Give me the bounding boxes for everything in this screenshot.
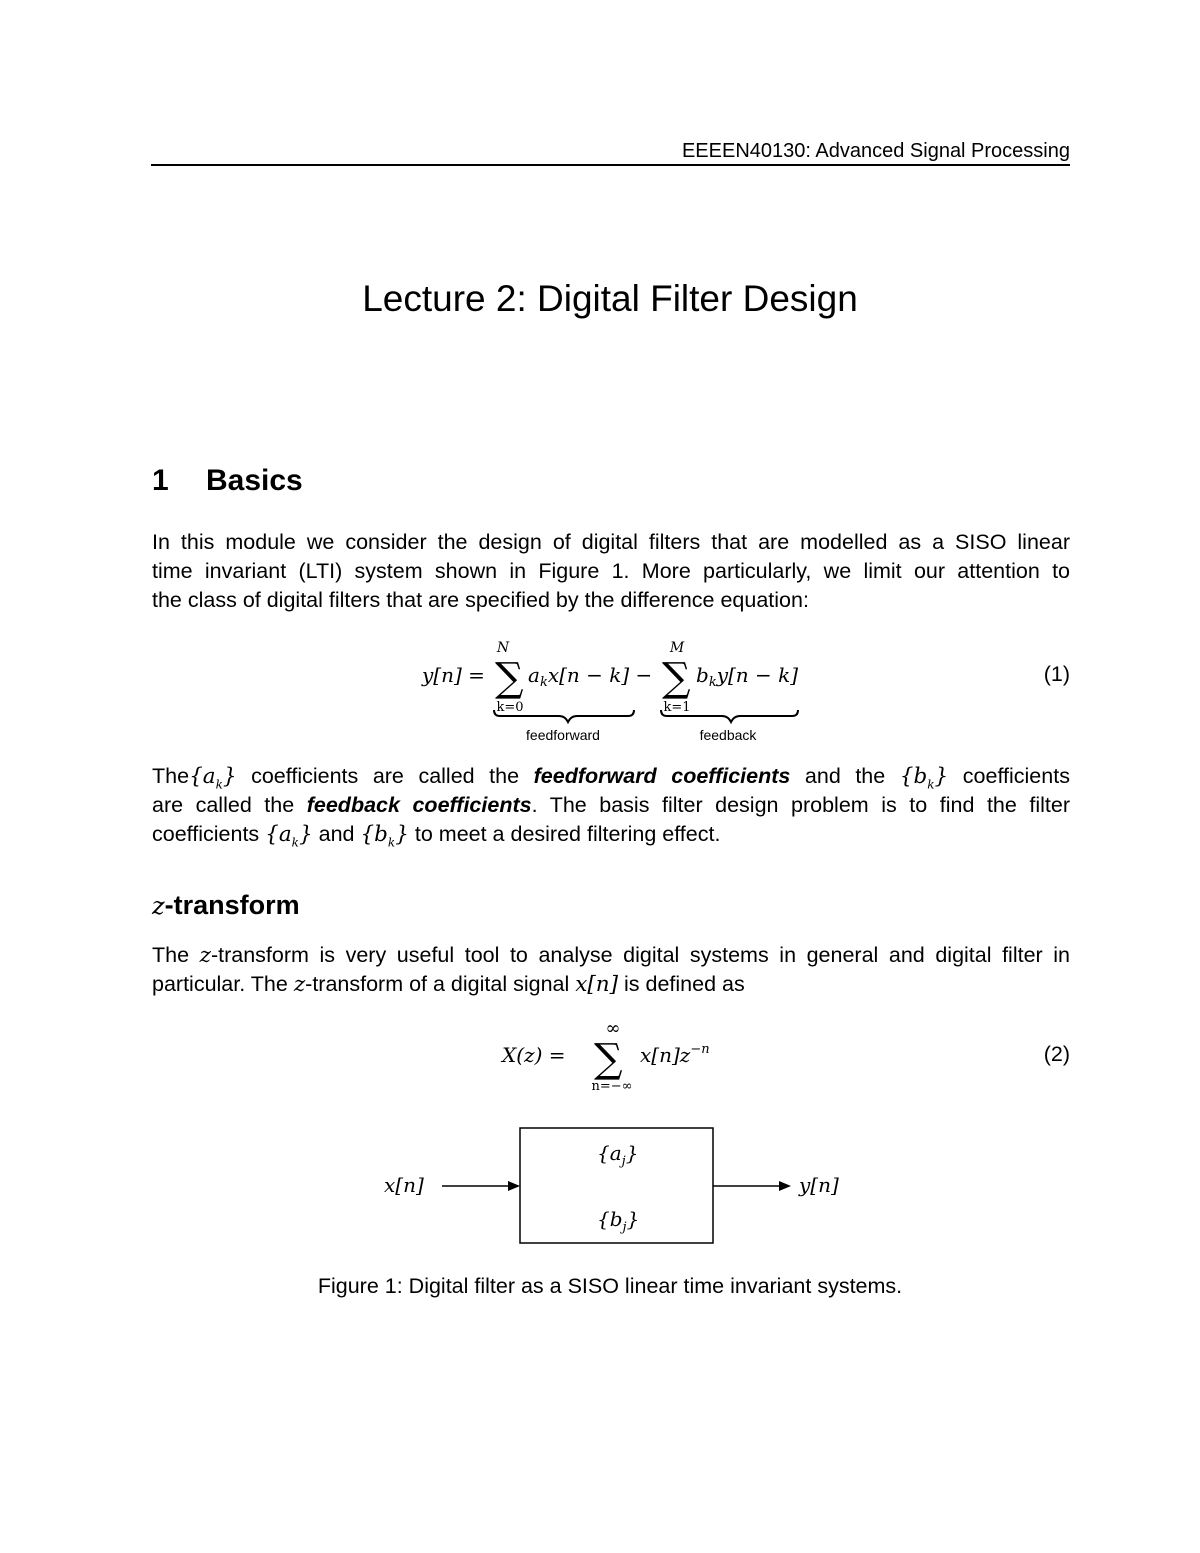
eq1-upper2: M (669, 640, 685, 656)
page-title: Lecture 2: Digital Filter Design (362, 278, 858, 319)
eq1-lower2: k=1 (663, 700, 691, 715)
sum-symbol: ∑ (594, 1036, 623, 1082)
text-line: The z-transform is very useful tool to analyse digital systems in general and digital filter in (152, 943, 1070, 968)
section-number: 1 (152, 464, 169, 497)
figure-1-diagram (370, 1120, 860, 1255)
section-heading (152, 464, 303, 498)
eq2-lower: n=−∞ (591, 1079, 633, 1094)
subsection-heading: z-transform (152, 890, 300, 920)
equation-number: (1) (1043, 662, 1070, 686)
coef-b-label: $\{b_j\}$ (597, 1207, 640, 1235)
coef-a-label: $\{a_j\}$ (597, 1141, 639, 1169)
input-signal-label: x[n] (384, 1173, 424, 1197)
text-line: particular. The z-transform of a digital signal x[n] is defined as (152, 972, 745, 997)
text-line: $The\{a_k\}$ coefficients are called the feedforward coefficients and the $\{b_k\}$ coefficients (152, 764, 1070, 792)
eq1-upper1: N (496, 640, 510, 656)
figure-caption: Figure 1: Digital filter as a SISO linear time invariant systems. (317, 1274, 903, 1298)
eq1-lower1: k=0 (496, 700, 524, 715)
header-rule (151, 164, 1070, 166)
output-signal-label: y[n] (799, 1173, 839, 1197)
brace-label-feedback: feedback (699, 727, 757, 743)
text-line: In this module we consider the design of digital filters that are modelled as a SISO linear (152, 530, 1070, 554)
equation-number: (2) (1043, 1042, 1070, 1066)
eq1-term2: $b_ky[n - k]$ (696, 663, 799, 690)
text-line: the class of digital filters that are specified by the difference equation: (152, 588, 809, 612)
paragraph-coefficients (152, 762, 1070, 849)
eq2-rhs: $x[n]z^{-n}$ (640, 1042, 710, 1067)
brace-label-feedforward: feedforward (526, 727, 600, 743)
eq2-lhs: X(z) = (502, 1043, 566, 1067)
sum-symbol-2: ∑ (662, 655, 691, 701)
eq1-lhs: y[n] = (422, 663, 485, 687)
text-line: are called the feedback coefficients. The basis filter design problem is to find the filter (152, 793, 1070, 817)
running-header: EEEEN40130: Advanced Signal Processing (681, 140, 1070, 162)
equation-1 (400, 630, 820, 750)
sum-symbol-1: ∑ (495, 655, 524, 701)
output-arrow-head (779, 1181, 791, 1191)
paragraph-intro (152, 528, 1070, 615)
section-title: Basics (206, 464, 303, 497)
eq1-term1: $a_kx[n - k]$ − (528, 663, 653, 690)
text-line: coefficients $\{a_k\}$ and $\{b_k\}$ to meet a desired filtering effect. (152, 822, 721, 850)
eq2-upper: ∞ (605, 1018, 621, 1039)
paragraph-ztransform (152, 941, 1070, 999)
text-line: time invariant (LTI) system shown in Figure 1. More particularly, we limit our attention to (152, 559, 1070, 583)
input-arrow-head (508, 1181, 520, 1191)
equation-2 (490, 1010, 730, 1100)
